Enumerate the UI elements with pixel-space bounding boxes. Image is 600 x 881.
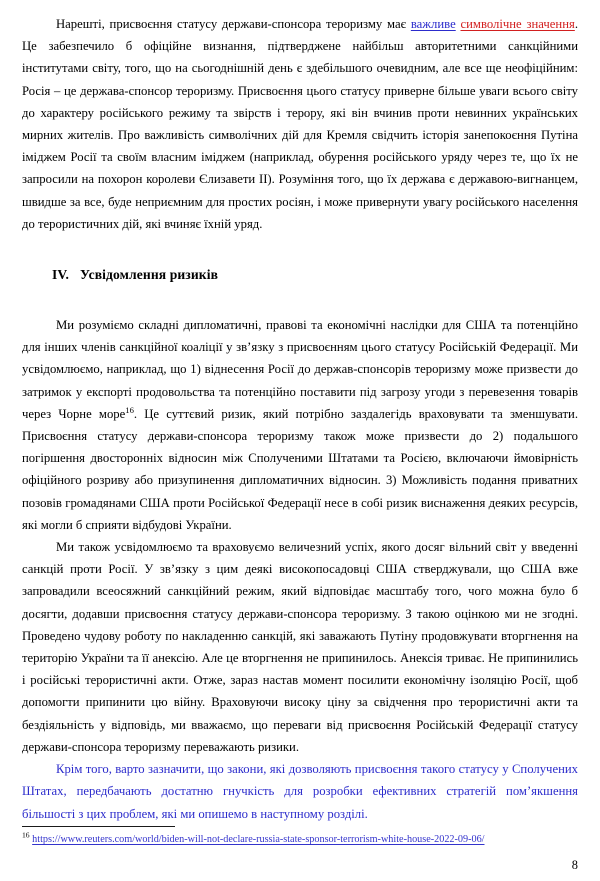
paragraph-text-segment: Нарешті, присвоєння статусу держави-спонсора тероризму має: [56, 17, 411, 31]
paragraph-sanctions-success: [22, 536, 578, 758]
paragraph-text-segment: Крім того, варто зазначити, що закони, які дозволяють присвоєння такого статусу у Сполучених Штатах, передбачають достатню гнучкість для розробки ефективних стратегій пом’якшення більшості з цих проблем, які ми опишемо в наступному розділі.: [22, 762, 578, 821]
paragraph-text-segment: Ми розуміємо складні дипломатичні, правові та економічні наслідки для США та потенційно для інших членів санкційної коаліції у зв’язку з присвоєнням цього статусу Російській Федерації. Ми усвідомлюємо, наприклад, що 1) віднесення Росії до держав-спонсорів тероризму може призвести до затримок у експорті продовольства та потенційно поставити під загрозу угоди з перевезення товарів через Чорне море: [22, 318, 578, 421]
footnote-separator-rule: [22, 826, 175, 827]
heading-spacer: [22, 283, 578, 314]
section-title: Усвідомлення ризиків: [80, 267, 219, 283]
paragraph-text-segment: . Це забезпечило б офіційне визнання, підтверджене найбільш авторитетними санкційними інститутами світу, того, що на сьогоднішній день є здебільшого очевидним, але все ще неофіційним: Росія – це держава-спонсор тероризму. Присвоєння цього статусу приверне більше уваги всього світу до характеру російського режиму та звірств і терору, які він вчинив проти невинних українських мирних жителів. Про важливість символічних дій для Кремля свідчить історія занепокоєння Путіна іміджем Росії та своїм власним іміджем (наприклад, обурення російського уряду через те, що їх не запросили на похорон королеви Єлизавети II). Розуміння того, що їх держава є державою-вигнанцем, швидше за все, буде неприємним для простих росіян, і може привернути увагу російського населення до терористичних дій, які вчиняє їхній уряд.: [22, 17, 578, 231]
paragraph-symbolic-meaning: [22, 0, 578, 235]
footnote-number: 16: [22, 830, 30, 840]
page-number: 8: [571, 858, 578, 872]
section-numeral: IV.: [52, 267, 70, 283]
paragraph-consequences: [22, 314, 578, 536]
footnote-link-reuters[interactable]: https://www.reuters.com/world/biden-will-not-declare-russia-state-sponsor-terrorism-white-house-2022-09-06/: [32, 834, 485, 845]
highlight-red-symbolic-meaning: символічне значення: [460, 17, 575, 31]
footnote-area: [22, 826, 578, 881]
footnote-entry-16: [22, 830, 578, 851]
highlight-blue-important: важливе: [410, 17, 456, 31]
footnote-reference-16[interactable]: 16: [125, 404, 134, 415]
section-heading-risks: [22, 235, 578, 283]
paragraph-text-segment: . Це суттєвий ризик, який потрібно заздалегідь враховувати та зменшувати. Присвоєння статусу держави-спонсора тероризму також може призвести до 2) подальшого погіршення двосторонніх відносин між Сполученими Штатами та Росією, включаючи ймовірність офіційного розриву або призупинення дипломатичних відносин. 3) Можливість подання приватних позовів громадянами США проти Російської Федерації несе в собі ризик виснаження деяких ресурсів, які могли б сприяти відбудові України.: [22, 406, 578, 532]
paragraph-legal-flexibility: [22, 758, 578, 825]
paragraph-text-segment: Ми також усвідомлюємо та враховуємо величезний успіх, якого досяг вільний світ у введенні санкцій проти Росії. У зв’язку з цим деякі високопосадовці США стверджували, що США вже запровадили всеосяжний санкційний режим, який відповідає масштабу того, чого можна було б досягти, додавши присвоєння статусу держави-спонсора тероризму. З такою оцінкою ми не згодні. Проведено чудову роботу по накладенню санкцій, які заважають Путіну продовжувати вторгнення на територію України та її анексію. Але це вторгнення не припинилось. Анексія триває. Не припинились і російські терористичні акти. Отже, зараз настав момент посилити економічну ізоляцію Росії, щоб допомогти припинити цю війну. Враховуючи високу ціну за свідчення про терористичні акти та бездіяльність у відповідь, ми вважаємо, що переваги від присвоєння Російській Федерації статусу держави-спонсора тероризму переважають ризики.: [22, 540, 578, 754]
